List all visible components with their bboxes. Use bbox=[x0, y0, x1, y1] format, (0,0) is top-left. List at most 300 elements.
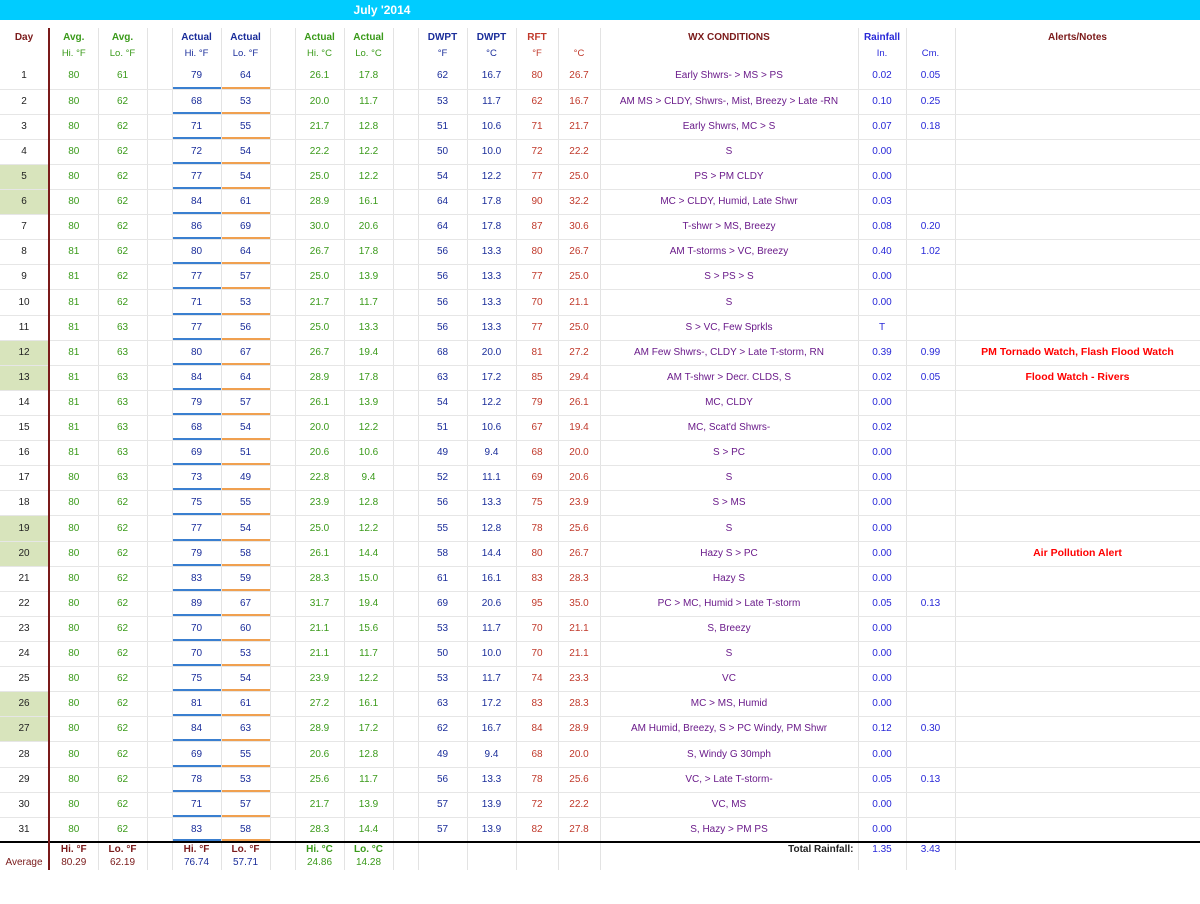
cell-actual-hi-f[interactable] bbox=[172, 340, 221, 365]
cell-wx-conditions[interactable] bbox=[600, 390, 858, 415]
cell-gap3[interactable] bbox=[393, 365, 418, 390]
cell-rainfall-cm[interactable] bbox=[906, 215, 955, 240]
cell-avg-hi[interactable] bbox=[49, 340, 98, 365]
cell-actual-lo-c[interactable] bbox=[344, 365, 393, 390]
cell-realfeel-f[interactable] bbox=[516, 64, 558, 89]
cell-dewpoint-c[interactable] bbox=[467, 365, 516, 390]
cell-avg-lo[interactable] bbox=[98, 767, 147, 792]
cell-gap2[interactable] bbox=[270, 215, 295, 240]
cell-actual-hi-f[interactable] bbox=[172, 290, 221, 315]
cell-day[interactable] bbox=[0, 240, 49, 265]
cell-avg-hi[interactable] bbox=[49, 692, 98, 717]
cell-rainfall-cm[interactable] bbox=[906, 642, 955, 667]
cell-actual-lo-c[interactable] bbox=[344, 315, 393, 340]
cell-rainfall-cm[interactable] bbox=[906, 114, 955, 139]
cell-alerts-notes[interactable] bbox=[955, 642, 1200, 667]
cell-realfeel-f[interactable] bbox=[516, 767, 558, 792]
cell-wx-conditions[interactable] bbox=[600, 164, 858, 189]
cell-wx-conditions[interactable] bbox=[600, 441, 858, 466]
cell-alerts-notes[interactable] bbox=[955, 365, 1200, 390]
cell-realfeel-c[interactable] bbox=[558, 416, 600, 441]
cell-realfeel-f[interactable] bbox=[516, 190, 558, 215]
cell-rainfall-in[interactable] bbox=[858, 290, 906, 315]
cell-avg-hi[interactable] bbox=[49, 190, 98, 215]
cell-actual-lo-f[interactable] bbox=[221, 315, 270, 340]
cell-dewpoint-f[interactable] bbox=[418, 365, 467, 390]
cell-actual-lo-c[interactable] bbox=[344, 491, 393, 516]
cell-gap3[interactable] bbox=[393, 89, 418, 114]
cell-avg-lo[interactable] bbox=[98, 491, 147, 516]
cell-gap3[interactable] bbox=[393, 466, 418, 491]
cell-actual-lo-f[interactable] bbox=[221, 390, 270, 415]
cell-gap2[interactable] bbox=[270, 416, 295, 441]
cell-rainfall-in[interactable] bbox=[858, 441, 906, 466]
cell-actual-lo-c[interactable] bbox=[344, 792, 393, 817]
cell-alerts-notes[interactable] bbox=[955, 390, 1200, 415]
cell-alerts-notes[interactable] bbox=[955, 566, 1200, 591]
cell-realfeel-f[interactable] bbox=[516, 365, 558, 390]
cell-avg-hi[interactable] bbox=[49, 817, 98, 842]
cell-dewpoint-c[interactable] bbox=[467, 441, 516, 466]
cell-realfeel-f[interactable] bbox=[516, 240, 558, 265]
cell-day[interactable] bbox=[0, 390, 49, 415]
cell-day[interactable] bbox=[0, 265, 49, 290]
cell-alerts-notes[interactable] bbox=[955, 792, 1200, 817]
cell-actual-hi-f[interactable] bbox=[172, 516, 221, 541]
cell-rainfall-cm[interactable] bbox=[906, 390, 955, 415]
cell-actual-lo-f[interactable] bbox=[221, 566, 270, 591]
cell-dewpoint-f[interactable] bbox=[418, 290, 467, 315]
cell-dewpoint-c[interactable] bbox=[467, 817, 516, 842]
cell-wx-conditions[interactable] bbox=[600, 767, 858, 792]
cell-avg-lo[interactable] bbox=[98, 114, 147, 139]
cell-rainfall-cm[interactable] bbox=[906, 441, 955, 466]
cell-gap2[interactable] bbox=[270, 642, 295, 667]
cell-rainfall-in[interactable] bbox=[858, 767, 906, 792]
cell-realfeel-c[interactable] bbox=[558, 365, 600, 390]
cell-dewpoint-f[interactable] bbox=[418, 541, 467, 566]
cell-dewpoint-c[interactable] bbox=[467, 541, 516, 566]
cell-avg-hi[interactable] bbox=[49, 290, 98, 315]
cell-dewpoint-c[interactable] bbox=[467, 692, 516, 717]
cell-avg-hi[interactable] bbox=[49, 616, 98, 641]
cell-avg-lo[interactable] bbox=[98, 390, 147, 415]
cell-rainfall-in[interactable] bbox=[858, 215, 906, 240]
cell-gap3[interactable] bbox=[393, 541, 418, 566]
cell-gap1[interactable] bbox=[147, 215, 172, 240]
cell-dewpoint-f[interactable] bbox=[418, 265, 467, 290]
cell-dewpoint-f[interactable] bbox=[418, 240, 467, 265]
cell-actual-hi-f[interactable] bbox=[172, 667, 221, 692]
cell-avg-lo[interactable] bbox=[98, 290, 147, 315]
cell-avg-hi[interactable] bbox=[49, 466, 98, 491]
cell-dewpoint-c[interactable] bbox=[467, 390, 516, 415]
cell-gap3[interactable] bbox=[393, 340, 418, 365]
cell-realfeel-c[interactable] bbox=[558, 114, 600, 139]
cell-actual-lo-c[interactable] bbox=[344, 742, 393, 767]
cell-gap2[interactable] bbox=[270, 265, 295, 290]
cell-dewpoint-f[interactable] bbox=[418, 215, 467, 240]
cell-avg-lo[interactable] bbox=[98, 541, 147, 566]
cell-rainfall-in[interactable] bbox=[858, 365, 906, 390]
cell-rainfall-in[interactable] bbox=[858, 190, 906, 215]
cell-actual-hi-f[interactable] bbox=[172, 215, 221, 240]
cell-actual-hi-f[interactable] bbox=[172, 265, 221, 290]
cell-wx-conditions[interactable] bbox=[600, 642, 858, 667]
cell-gap3[interactable] bbox=[393, 792, 418, 817]
cell-gap2[interactable] bbox=[270, 114, 295, 139]
cell-avg-lo[interactable] bbox=[98, 792, 147, 817]
cell-actual-lo-f[interactable] bbox=[221, 441, 270, 466]
cell-avg-lo[interactable] bbox=[98, 340, 147, 365]
cell-dewpoint-f[interactable] bbox=[418, 717, 467, 742]
cell-actual-lo-f[interactable] bbox=[221, 340, 270, 365]
cell-day[interactable] bbox=[0, 441, 49, 466]
cell-alerts-notes[interactable] bbox=[955, 416, 1200, 441]
cell-dewpoint-f[interactable] bbox=[418, 767, 467, 792]
cell-realfeel-f[interactable] bbox=[516, 164, 558, 189]
cell-avg-lo[interactable] bbox=[98, 717, 147, 742]
cell-actual-lo-f[interactable] bbox=[221, 416, 270, 441]
cell-dewpoint-c[interactable] bbox=[467, 164, 516, 189]
cell-avg-lo[interactable] bbox=[98, 516, 147, 541]
cell-avg-hi[interactable] bbox=[49, 441, 98, 466]
cell-gap3[interactable] bbox=[393, 240, 418, 265]
cell-gap2[interactable] bbox=[270, 541, 295, 566]
cell-actual-hi-f[interactable] bbox=[172, 742, 221, 767]
cell-realfeel-f[interactable] bbox=[516, 792, 558, 817]
cell-rainfall-in[interactable] bbox=[858, 616, 906, 641]
cell-gap2[interactable] bbox=[270, 817, 295, 842]
cell-realfeel-c[interactable] bbox=[558, 64, 600, 89]
cell-rainfall-cm[interactable] bbox=[906, 566, 955, 591]
cell-gap2[interactable] bbox=[270, 566, 295, 591]
cell-actual-hi-f[interactable] bbox=[172, 541, 221, 566]
cell-wx-conditions[interactable] bbox=[600, 190, 858, 215]
cell-gap3[interactable] bbox=[393, 315, 418, 340]
cell-realfeel-f[interactable] bbox=[516, 466, 558, 491]
cell-rainfall-in[interactable] bbox=[858, 491, 906, 516]
cell-avg-lo[interactable] bbox=[98, 642, 147, 667]
cell-actual-lo-f[interactable] bbox=[221, 290, 270, 315]
cell-gap3[interactable] bbox=[393, 742, 418, 767]
cell-realfeel-f[interactable] bbox=[516, 139, 558, 164]
cell-actual-lo-c[interactable] bbox=[344, 416, 393, 441]
cell-day[interactable] bbox=[0, 767, 49, 792]
cell-day[interactable] bbox=[0, 139, 49, 164]
cell-gap1[interactable] bbox=[147, 491, 172, 516]
cell-alerts-notes[interactable] bbox=[955, 290, 1200, 315]
cell-realfeel-c[interactable] bbox=[558, 89, 600, 114]
cell-wx-conditions[interactable] bbox=[600, 64, 858, 89]
cell-wx-conditions[interactable] bbox=[600, 591, 858, 616]
cell-actual-lo-f[interactable] bbox=[221, 64, 270, 89]
cell-dewpoint-c[interactable] bbox=[467, 340, 516, 365]
cell-realfeel-c[interactable] bbox=[558, 265, 600, 290]
cell-wx-conditions[interactable] bbox=[600, 541, 858, 566]
cell-actual-hi-c[interactable] bbox=[295, 541, 344, 566]
cell-avg-lo[interactable] bbox=[98, 616, 147, 641]
cell-actual-hi-f[interactable] bbox=[172, 566, 221, 591]
cell-avg-hi[interactable] bbox=[49, 365, 98, 390]
cell-rainfall-in[interactable] bbox=[858, 792, 906, 817]
cell-gap1[interactable] bbox=[147, 240, 172, 265]
cell-rainfall-cm[interactable] bbox=[906, 290, 955, 315]
cell-gap1[interactable] bbox=[147, 340, 172, 365]
cell-dewpoint-c[interactable] bbox=[467, 742, 516, 767]
cell-rainfall-in[interactable] bbox=[858, 164, 906, 189]
cell-gap1[interactable] bbox=[147, 642, 172, 667]
cell-day[interactable] bbox=[0, 616, 49, 641]
cell-wx-conditions[interactable] bbox=[600, 215, 858, 240]
cell-dewpoint-f[interactable] bbox=[418, 642, 467, 667]
cell-avg-hi[interactable] bbox=[49, 315, 98, 340]
cell-realfeel-f[interactable] bbox=[516, 616, 558, 641]
cell-rainfall-in[interactable] bbox=[858, 566, 906, 591]
cell-actual-lo-c[interactable] bbox=[344, 215, 393, 240]
cell-alerts-notes[interactable] bbox=[955, 767, 1200, 792]
cell-rainfall-cm[interactable] bbox=[906, 416, 955, 441]
cell-alerts-notes[interactable] bbox=[955, 667, 1200, 692]
cell-gap3[interactable] bbox=[393, 667, 418, 692]
cell-actual-lo-f[interactable] bbox=[221, 541, 270, 566]
cell-rainfall-in[interactable] bbox=[858, 114, 906, 139]
cell-day[interactable] bbox=[0, 692, 49, 717]
cell-actual-lo-c[interactable] bbox=[344, 767, 393, 792]
cell-gap3[interactable] bbox=[393, 817, 418, 842]
cell-gap1[interactable] bbox=[147, 616, 172, 641]
cell-actual-lo-f[interactable] bbox=[221, 767, 270, 792]
cell-avg-hi[interactable] bbox=[49, 416, 98, 441]
cell-dewpoint-c[interactable] bbox=[467, 190, 516, 215]
cell-day[interactable] bbox=[0, 667, 49, 692]
cell-dewpoint-f[interactable] bbox=[418, 516, 467, 541]
cell-gap1[interactable] bbox=[147, 466, 172, 491]
cell-avg-lo[interactable] bbox=[98, 139, 147, 164]
cell-day[interactable] bbox=[0, 817, 49, 842]
cell-gap2[interactable] bbox=[270, 667, 295, 692]
cell-wx-conditions[interactable] bbox=[600, 89, 858, 114]
cell-wx-conditions[interactable] bbox=[600, 290, 858, 315]
cell-actual-lo-c[interactable] bbox=[344, 642, 393, 667]
cell-avg-lo[interactable] bbox=[98, 190, 147, 215]
cell-dewpoint-f[interactable] bbox=[418, 491, 467, 516]
cell-rainfall-cm[interactable] bbox=[906, 64, 955, 89]
cell-avg-lo[interactable] bbox=[98, 64, 147, 89]
cell-dewpoint-c[interactable] bbox=[467, 516, 516, 541]
cell-dewpoint-f[interactable] bbox=[418, 742, 467, 767]
cell-wx-conditions[interactable] bbox=[600, 516, 858, 541]
cell-actual-hi-f[interactable] bbox=[172, 64, 221, 89]
cell-rainfall-in[interactable] bbox=[858, 667, 906, 692]
cell-gap2[interactable] bbox=[270, 139, 295, 164]
cell-rainfall-in[interactable] bbox=[858, 416, 906, 441]
cell-dewpoint-f[interactable] bbox=[418, 817, 467, 842]
cell-alerts-notes[interactable] bbox=[955, 742, 1200, 767]
cell-actual-hi-f[interactable] bbox=[172, 491, 221, 516]
cell-realfeel-f[interactable] bbox=[516, 390, 558, 415]
cell-day[interactable] bbox=[0, 64, 49, 89]
cell-gap3[interactable] bbox=[393, 692, 418, 717]
cell-dewpoint-f[interactable] bbox=[418, 390, 467, 415]
cell-gap3[interactable] bbox=[393, 566, 418, 591]
cell-avg-lo[interactable] bbox=[98, 566, 147, 591]
cell-realfeel-c[interactable] bbox=[558, 164, 600, 189]
cell-alerts-notes[interactable] bbox=[955, 591, 1200, 616]
cell-dewpoint-f[interactable] bbox=[418, 139, 467, 164]
cell-dewpoint-c[interactable] bbox=[467, 139, 516, 164]
cell-realfeel-f[interactable] bbox=[516, 114, 558, 139]
cell-actual-hi-f[interactable] bbox=[172, 315, 221, 340]
cell-wx-conditions[interactable] bbox=[600, 616, 858, 641]
cell-gap1[interactable] bbox=[147, 692, 172, 717]
cell-gap1[interactable] bbox=[147, 817, 172, 842]
cell-rainfall-cm[interactable] bbox=[906, 817, 955, 842]
cell-rainfall-cm[interactable] bbox=[906, 792, 955, 817]
cell-rainfall-cm[interactable] bbox=[906, 616, 955, 641]
cell-dewpoint-f[interactable] bbox=[418, 164, 467, 189]
cell-actual-lo-f[interactable] bbox=[221, 491, 270, 516]
cell-realfeel-c[interactable] bbox=[558, 139, 600, 164]
cell-dewpoint-c[interactable] bbox=[467, 240, 516, 265]
cell-gap2[interactable] bbox=[270, 516, 295, 541]
cell-day[interactable] bbox=[0, 215, 49, 240]
cell-realfeel-f[interactable] bbox=[516, 667, 558, 692]
cell-gap2[interactable] bbox=[270, 64, 295, 89]
cell-gap1[interactable] bbox=[147, 164, 172, 189]
cell-dewpoint-f[interactable] bbox=[418, 692, 467, 717]
cell-wx-conditions[interactable] bbox=[600, 265, 858, 290]
cell-gap2[interactable] bbox=[270, 591, 295, 616]
cell-dewpoint-c[interactable] bbox=[467, 265, 516, 290]
cell-realfeel-f[interactable] bbox=[516, 290, 558, 315]
cell-day[interactable] bbox=[0, 566, 49, 591]
cell-rainfall-cm[interactable] bbox=[906, 591, 955, 616]
cell-alerts-notes[interactable] bbox=[955, 541, 1200, 566]
cell-rainfall-cm[interactable] bbox=[906, 692, 955, 717]
cell-gap2[interactable] bbox=[270, 365, 295, 390]
cell-realfeel-f[interactable] bbox=[516, 566, 558, 591]
cell-actual-hi-f[interactable] bbox=[172, 767, 221, 792]
cell-rainfall-in[interactable] bbox=[858, 64, 906, 89]
cell-actual-lo-c[interactable] bbox=[344, 692, 393, 717]
cell-rainfall-cm[interactable] bbox=[906, 466, 955, 491]
cell-actual-hi-f[interactable] bbox=[172, 792, 221, 817]
cell-gap1[interactable] bbox=[147, 566, 172, 591]
cell-actual-lo-f[interactable] bbox=[221, 466, 270, 491]
cell-avg-hi[interactable] bbox=[49, 667, 98, 692]
cell-alerts-notes[interactable] bbox=[955, 315, 1200, 340]
cell-avg-lo[interactable] bbox=[98, 466, 147, 491]
cell-rainfall-cm[interactable] bbox=[906, 717, 955, 742]
cell-gap3[interactable] bbox=[393, 516, 418, 541]
cell-rainfall-in[interactable] bbox=[858, 466, 906, 491]
cell-avg-lo[interactable] bbox=[98, 265, 147, 290]
cell-actual-lo-c[interactable] bbox=[344, 265, 393, 290]
cell-gap1[interactable] bbox=[147, 416, 172, 441]
cell-avg-lo[interactable] bbox=[98, 215, 147, 240]
cell-day[interactable] bbox=[0, 466, 49, 491]
cell-realfeel-c[interactable] bbox=[558, 817, 600, 842]
cell-rainfall-cm[interactable] bbox=[906, 541, 955, 566]
cell-dewpoint-c[interactable] bbox=[467, 642, 516, 667]
cell-dewpoint-f[interactable] bbox=[418, 566, 467, 591]
cell-realfeel-f[interactable] bbox=[516, 717, 558, 742]
cell-dewpoint-f[interactable] bbox=[418, 416, 467, 441]
cell-gap2[interactable] bbox=[270, 792, 295, 817]
cell-actual-lo-c[interactable] bbox=[344, 541, 393, 566]
cell-avg-lo[interactable] bbox=[98, 164, 147, 189]
cell-gap1[interactable] bbox=[147, 139, 172, 164]
cell-actual-lo-c[interactable] bbox=[344, 591, 393, 616]
cell-actual-lo-c[interactable] bbox=[344, 441, 393, 466]
cell-gap2[interactable] bbox=[270, 89, 295, 114]
cell-gap1[interactable] bbox=[147, 315, 172, 340]
cell-actual-lo-c[interactable] bbox=[344, 114, 393, 139]
cell-actual-lo-c[interactable] bbox=[344, 240, 393, 265]
cell-rainfall-in[interactable] bbox=[858, 642, 906, 667]
cell-actual-hi-c[interactable] bbox=[295, 616, 344, 641]
cell-gap3[interactable] bbox=[393, 139, 418, 164]
cell-alerts-notes[interactable] bbox=[955, 114, 1200, 139]
cell-avg-hi[interactable] bbox=[49, 164, 98, 189]
cell-day[interactable] bbox=[0, 190, 49, 215]
cell-alerts-notes[interactable] bbox=[955, 817, 1200, 842]
cell-wx-conditions[interactable] bbox=[600, 742, 858, 767]
cell-gap1[interactable] bbox=[147, 792, 172, 817]
cell-avg-lo[interactable] bbox=[98, 365, 147, 390]
cell-dewpoint-c[interactable] bbox=[467, 315, 516, 340]
cell-wx-conditions[interactable] bbox=[600, 139, 858, 164]
cell-rainfall-cm[interactable] bbox=[906, 742, 955, 767]
cell-actual-hi-c[interactable] bbox=[295, 265, 344, 290]
cell-wx-conditions[interactable] bbox=[600, 340, 858, 365]
cell-actual-lo-c[interactable] bbox=[344, 139, 393, 164]
cell-dewpoint-c[interactable] bbox=[467, 290, 516, 315]
cell-actual-lo-c[interactable] bbox=[344, 516, 393, 541]
cell-gap3[interactable] bbox=[393, 190, 418, 215]
cell-gap1[interactable] bbox=[147, 190, 172, 215]
cell-avg-lo[interactable] bbox=[98, 692, 147, 717]
cell-avg-hi[interactable] bbox=[49, 767, 98, 792]
cell-actual-hi-c[interactable] bbox=[295, 642, 344, 667]
cell-gap2[interactable] bbox=[270, 190, 295, 215]
cell-gap2[interactable] bbox=[270, 767, 295, 792]
cell-actual-hi-c[interactable] bbox=[295, 667, 344, 692]
cell-rainfall-in[interactable] bbox=[858, 717, 906, 742]
cell-actual-lo-c[interactable] bbox=[344, 466, 393, 491]
cell-realfeel-f[interactable] bbox=[516, 642, 558, 667]
cell-actual-hi-c[interactable] bbox=[295, 340, 344, 365]
cell-gap3[interactable] bbox=[393, 491, 418, 516]
cell-gap3[interactable] bbox=[393, 164, 418, 189]
cell-avg-lo[interactable] bbox=[98, 667, 147, 692]
cell-actual-hi-c[interactable] bbox=[295, 64, 344, 89]
cell-actual-lo-f[interactable] bbox=[221, 265, 270, 290]
cell-rainfall-cm[interactable] bbox=[906, 89, 955, 114]
cell-realfeel-c[interactable] bbox=[558, 491, 600, 516]
cell-actual-lo-f[interactable] bbox=[221, 365, 270, 390]
cell-wx-conditions[interactable] bbox=[600, 792, 858, 817]
cell-alerts-notes[interactable] bbox=[955, 516, 1200, 541]
cell-gap2[interactable] bbox=[270, 466, 295, 491]
cell-actual-lo-c[interactable] bbox=[344, 290, 393, 315]
cell-rainfall-in[interactable] bbox=[858, 240, 906, 265]
cell-actual-hi-f[interactable] bbox=[172, 89, 221, 114]
cell-actual-hi-f[interactable] bbox=[172, 164, 221, 189]
cell-gap3[interactable] bbox=[393, 114, 418, 139]
cell-gap1[interactable] bbox=[147, 516, 172, 541]
